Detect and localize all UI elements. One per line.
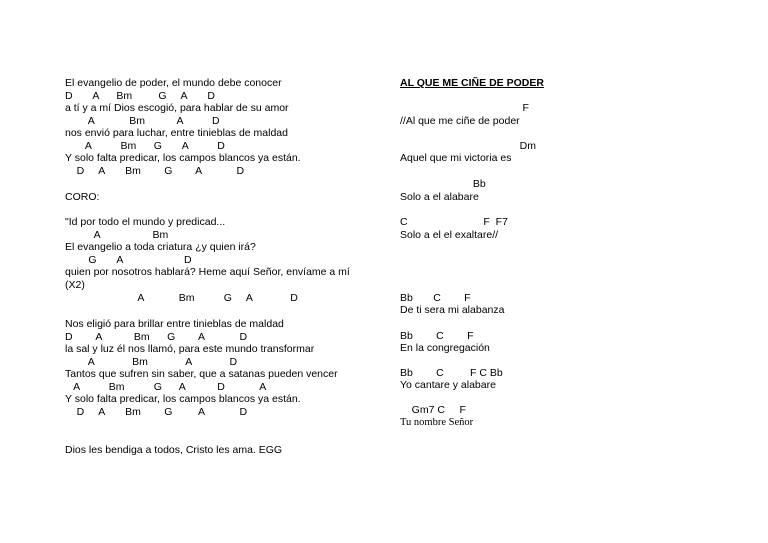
chord-line: Gm7 C F (400, 404, 466, 416)
chord-line: C F F7 (400, 216, 508, 228)
chord-line: G A D (65, 254, 192, 266)
lyric-line: quien por nosotros hablará? Heme aquí Señor, envíame a mí (65, 266, 350, 278)
chord-line: A Bm G A D (65, 292, 298, 304)
chord-line: Dm (400, 140, 536, 152)
chord-line: Bb (400, 178, 486, 190)
lyric-line: la sal y luz él nos llamó, para este mundo transformar (65, 343, 315, 355)
chord-line: A Bm G A D (65, 140, 225, 152)
lyric-line: a tí y a mí Dios escogió, para hablar de su amor (65, 102, 289, 114)
closing-note: Dios les bendiga a todos, Cristo les ama. EGG (65, 444, 283, 456)
chord-line: Bb C F C Bb (400, 367, 503, 379)
lyric-line: Solo a el alabare (400, 191, 479, 203)
lyric-line: En la congregación (400, 342, 490, 354)
chord-line: D A Bm G A D (65, 406, 248, 418)
chord-line: Bb C F (400, 292, 471, 304)
chord-line: D A Bm G A D (65, 331, 248, 343)
chord-line: D A Bm G A D (65, 90, 215, 102)
song-title: AL QUE ME CIÑE DE PODER (400, 77, 544, 89)
lyric-line: Aquel que mi victoria es (400, 152, 512, 164)
chorus-label: CORO: (65, 191, 100, 203)
lyric-line: "Id por todo el mundo y predicad... (65, 216, 226, 228)
lyric-line: Nos eligió para brillar entre tinieblas de maldad (65, 318, 284, 330)
chord-line: A Bm G A D A (65, 381, 267, 393)
chord-line: A Bm A D (65, 356, 238, 368)
lyric-line: De ti sera mi alabanza (400, 304, 505, 316)
chord-line: F (400, 102, 529, 114)
repeat-marker: (X2) (65, 279, 85, 291)
lyric-line: Y solo falta predicar, los campos blancos ya están. (65, 152, 301, 164)
lyric-line: Solo a el el exaltare// (400, 229, 499, 241)
chord-line: D A Bm G A D (65, 165, 245, 177)
lyric-line: El evangelio de poder, el mundo debe conocer (65, 77, 282, 89)
lyric-line: //Al que me ciñe de poder (400, 115, 520, 127)
chord-line: A Bm (65, 229, 169, 241)
lyric-line: El evangelio a toda criatura ¿y quien irá? (65, 241, 256, 253)
lyric-line: Tu nombre Señor (400, 417, 474, 428)
lyric-line: Y solo falta predicar, los campos blancos ya están. (65, 393, 301, 405)
lyric-line: Yo cantare y alabare (400, 379, 496, 391)
lyric-line: nos envió para luchar, entre tinieblas de maldad (65, 127, 288, 139)
chord-line: Bb C F (400, 330, 474, 342)
lyric-line: Tantos que sufren sin saber, que a satanas pueden vencer (65, 368, 338, 380)
chord-line: A Bm A D (65, 115, 220, 127)
